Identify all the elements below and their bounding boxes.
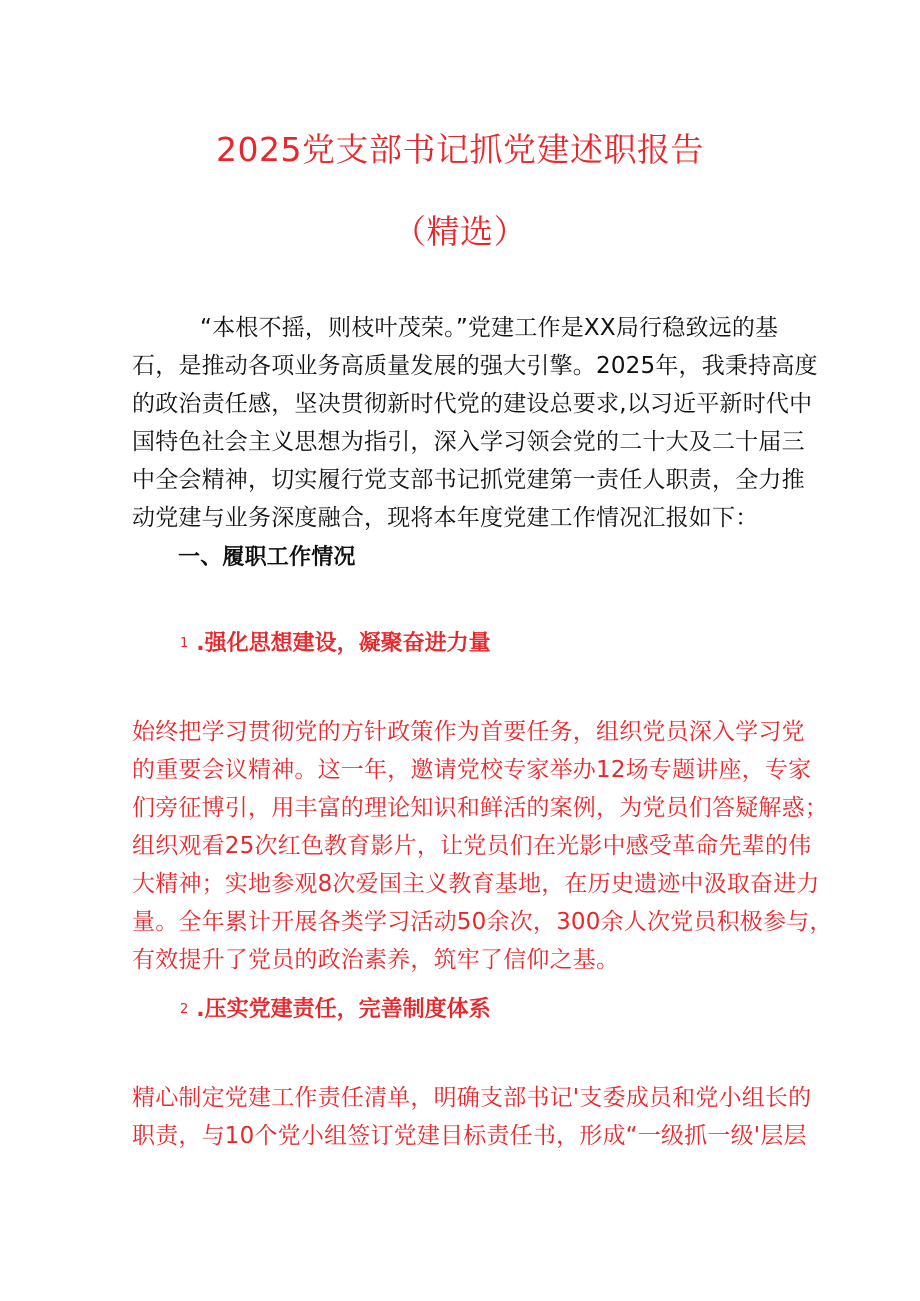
intro-line: 的政治责任感，坚决贯彻新时代党的建设总要求,以习近平新时代中 xyxy=(132,391,813,417)
section-heading: 一、履职工作情况 xyxy=(178,545,356,570)
item2-line: 职责，与10个党小组签订党建目标责任书，形成“一级抓一级'层层 xyxy=(132,1123,807,1149)
intro-line: 国特色社会主义思想为指引，深入学习领会党的二十大及二十届三 xyxy=(132,429,805,455)
intro-line: 动党建与业务深度融合，现将本年度党建工作情况汇报如下： xyxy=(132,505,759,531)
intro-line: “本根不摇，则枝叶茂荣。”党建工作是XX局行稳致远的基 xyxy=(200,315,779,341)
item1-line: 大精神；实地参观8次爱国主义教育基地，在历史遗迹中汲取奋进力 xyxy=(132,871,820,897)
item-title: .强化思想建设，凝聚奋进力量 xyxy=(196,631,491,656)
item1-line: 量。全年累计开展各类学习活动50余次，300余人次党员积极参与， xyxy=(132,909,833,935)
item1-line: 的重要会议精神。这一年，邀请党校专家举办12场专题讲座，专家 xyxy=(132,757,812,783)
intro-line: 石，是推动各项业务高质量发展的强大引擎。2025年，我秉持高度 xyxy=(132,353,818,379)
item1-line: 们旁征博引，用丰富的理论知识和鲜活的案例，为党员们答疑解惑； xyxy=(132,795,828,821)
item-number: 2 xyxy=(180,1002,189,1017)
intro-line: 中全会精神，切实履行党支部书记抓党建第一责任人职责，全力推 xyxy=(132,467,805,493)
item1-line: 组织观看25次红色教育影片，让党员们在光影中感受革命先辈的伟 xyxy=(132,833,812,859)
item1-line: 始终把学习贯彻党的方针政策作为首要任务，组织党员深入学习党 xyxy=(132,719,805,745)
item-title: .压实党建责任，完善制度体系 xyxy=(196,997,491,1022)
item-heading xyxy=(180,628,491,660)
item-heading xyxy=(180,994,491,1026)
document-subtitle: （精选） xyxy=(393,212,527,251)
item-number: 1 xyxy=(180,636,189,651)
document-title: 2025党支部书记抓党建述职报告 xyxy=(216,130,704,169)
item2-line: 精心制定党建工作责任清单，明确支部书记'支委成员和党小组长的 xyxy=(132,1085,812,1111)
item1-line: 有效提升了党员的政治素养，筑牢了信仰之基。 xyxy=(132,947,620,973)
